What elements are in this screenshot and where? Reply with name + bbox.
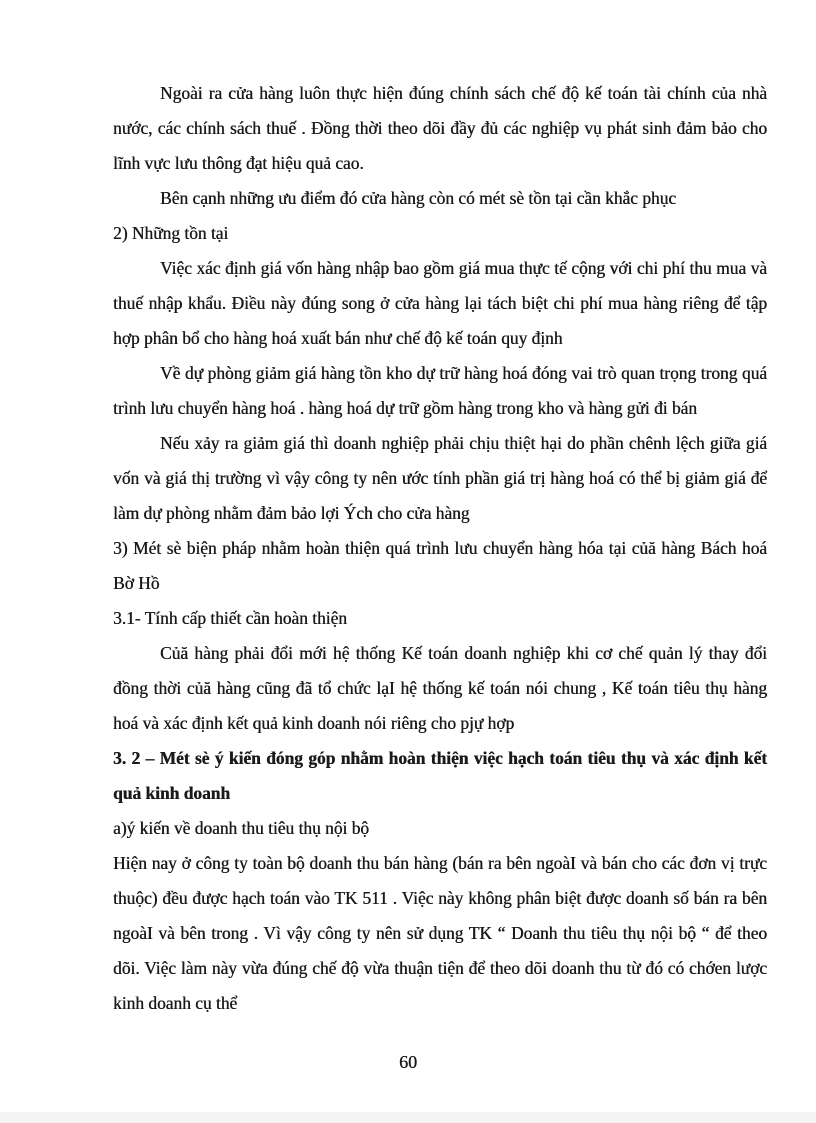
paragraph-price-decline: Nếu xảy ra giảm giá thì doanh nghiệp phải chịu thiệt hại do phần chênh lệch giữa giá vốn và giá thị trường vì vậy công ty nên ước tính phần giá trị hàng hoá có thể bị giảm giá để làm dự phòng nhằm đảm bảo lợi Ých cho cửa hàng [113, 433, 767, 523]
page-bottom-edge [0, 1112, 816, 1123]
paragraph-transition: Bên cạnh những ưu điểm đó cửa hàng còn có mét sè tồn tại cần khắc phục [160, 188, 677, 208]
paragraph-necessity: Củă hàng phải đổi mới hệ thống Kế toán doanh nghiệp khi cơ chế quản lý thay đổi đồng thời củă hàng cũng đã tổ chức lạI hệ thống kế toán nói chung , Kế toán tiêu thụ hàng hoá và xác định kết quả kinh doanh nói riêng cho pjự hợp [113, 643, 767, 733]
paragraph-internal-revenue: Hiện nay ở công ty toàn bộ doanh thu bán hàng (bán ra bên ngoàI và bán cho các đơn vị trực thuộc) đều được hạch toán vào TK 511 . Việc này không phân biệt được doanh số bán ra bên ngoàI và bên trong . Vì vậy công ty nên sử dụng TK “ Doanh thu tiêu thụ nội bộ “ để theo dõi. Việc làm này vừa đúng chế độ vừa thuận tiện để theo dõi doanh thu từ đó có chớen lược kinh doanh cụ thể [113, 853, 767, 1013]
document-body [113, 76, 767, 1021]
heading-shortcomings: 2) Những tồn tại [113, 223, 229, 243]
paragraph-cost-of-goods: Việc xác định giá vốn hàng nhập bao gồm giá mua thực tế cộng với chi phí thu mua và thuế nhập khẩu. Điều này đúng song ở cửa hàng lại tách biệt chi phí mua hàng riêng để tập hợp phân bổ cho hàng hoá xuất bán như chế độ kế toán quy định [113, 258, 767, 348]
heading-improvement-measures: 3) Mét sè biện pháp nhằm hoàn thiện quá trình lưu chuyển hàng hóa tại củă hàng Bách hoá Bờ Hồ [113, 538, 767, 593]
page-number: 60 [399, 1052, 417, 1072]
paragraph-advantages: Ngoài ra cửa hàng luôn thực hiện đúng chính sách chế độ kế toán tài chính của nhà nước, các chính sách thuế . Đồng thời theo dõi đầy đủ các nghiệp vụ phát sinh đảm bảo cho lĩnh vực lưu thông đạt hiệu quả cao. [113, 83, 767, 173]
paragraph-inventory-provision: Về dự phòng giảm giá hàng tồn kho dự trữ hàng hoá đóng vai trò quan trọng trong quá trình lưu chuyển hàng hoá . hàng hoá dự trữ gồm hàng trong kho và hàng gửi đi bán [113, 363, 767, 418]
heading-suggestions: 3. 2 – Mét sè ý kiến đóng góp nhằm hoàn thiện việc hạch toán tiêu thụ và xác định kết quả kinh doanh [113, 748, 767, 803]
heading-internal-revenue: a)ý kiến về doanh thu tiêu thụ nội bộ [113, 818, 369, 838]
heading-necessity: 3.1- Tính cấp thiết cần hoàn thiện [113, 608, 347, 628]
